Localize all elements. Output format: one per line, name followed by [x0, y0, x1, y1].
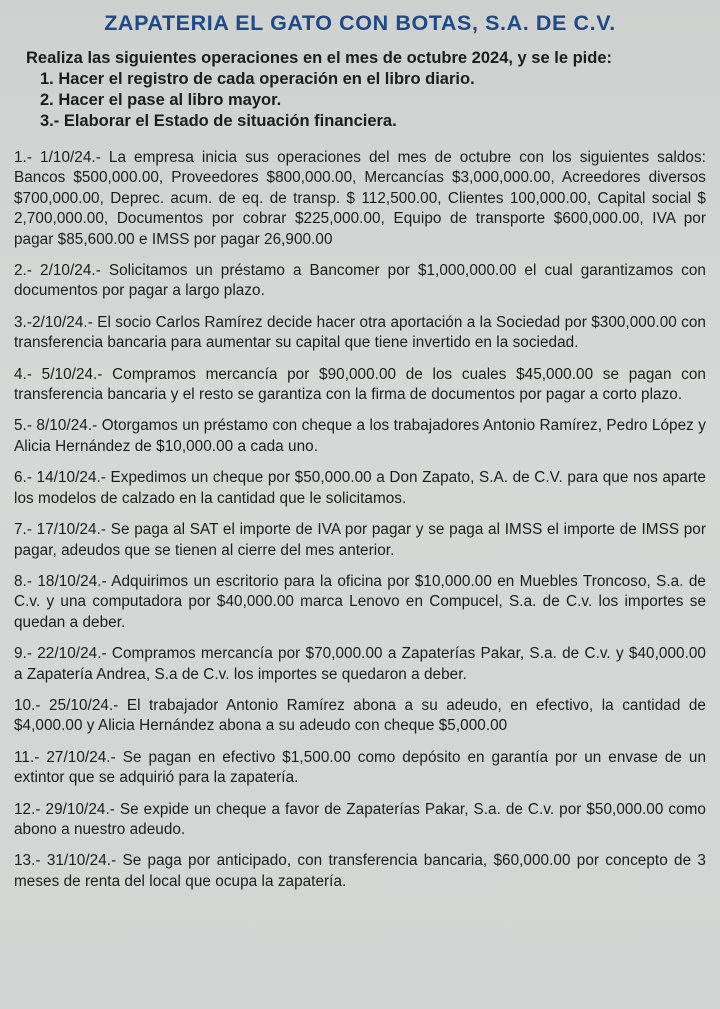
operation-item: 5.- 8/10/24.- Otorgamos un préstamo con cheque a los trabajadores Antonio Ramírez, Pedro López y Alicia Hernández de $10,000.00 a cada uno. — [14, 417, 706, 455]
task-item: 2. Hacer el pase al libro mayor. — [40, 91, 282, 109]
operation-item: 6.- 14/10/24.- Expedimos un cheque por $50,000.00 a Don Zapato, S.A. de C.V. para que nos aparte los modelos de calzado en la cantidad que le solicitamos. — [14, 469, 706, 507]
instructions-intro: Realiza las siguientes operaciones en el mes de octubre 2024, y se le pide: — [26, 49, 612, 67]
operation-item: 1.- 1/10/24.- La empresa inicia sus operaciones del mes de octubre con los siguientes saldos: Bancos $500,000.00, Proveedores $800,000.00, Mercancías $3,000,000.00, Acreedores diversos $700,000.00, Deprec. acum. de eq. de transp. $ 112,500.00, Clientes 100,000.00, Capital social $ 2,700,000.00, Documentos por cobrar $225,000.00, Equipo de transporte $600,000.00, IVA por pagar $85,600.00 e IMSS por pagar 26,900.00 — [14, 149, 706, 248]
operation-item: 8.- 18/10/24.- Adquirimos un escritorio para la oficina por $10,000.00 en Muebles Troncoso, S.a. de C.v. y una computadora por $40,000.00 marca Lenovo en Compucel, S.a. de C.v. los importes se quedan a deber. — [14, 572, 706, 631]
operation-item: 10.- 25/10/24.- El trabajador Antonio Ramírez abona a su adeudo, en efectivo, la cantidad de $4,000.00 y Alicia Hernández abona a su adeudo con cheque $5,000.00 — [14, 696, 706, 735]
operation-item: 11.- 27/10/24.- Se pagan en efectivo $1,500.00 como depósito en garantía por un envase de un extintor que se adquirió para la zapatería. — [14, 748, 706, 787]
operation-item: 9.- 22/10/24.- Compramos mercancía por $70,000.00 a Zapaterías Pakar, S.a. de C.v. y $40,000.00 a Zapatería Andrea, S.a de C.v. los importes se quedaron a deber. — [14, 645, 706, 683]
operation-item: 13.- 31/10/24.- Se paga por anticipado, con transferencia bancaria, $60,000.00 por concepto de 3 meses de renta del local que ocupa la zapatería. — [14, 852, 706, 890]
operations-list — [14, 148, 706, 892]
operation-item: 2.- 2/10/24.- Solicitamos un préstamo a Bancomer por $1,000,000.00 el cual garantizamos con documentos por pagar a largo plazo. — [14, 262, 706, 300]
task-item: 1. Hacer el registro de cada operación en el libro diario. — [40, 70, 475, 88]
operation-item: 3.-2/10/24.- El socio Carlos Ramírez decide hacer otra aportación a la Sociedad por $300,000.00 con transferencia bancaria para aumentar su capital que tiene invertido en la sociedad. — [14, 313, 706, 352]
task-item: 3.- Elaborar el Estado de situación financiera. — [40, 112, 397, 130]
operation-item: 12.- 29/10/24.- Se expide un cheque a favor de Zapaterías Pakar, S.a. de C.v. por $50,000.00 como abono a nuestro adeudo. — [14, 800, 706, 838]
operation-item: 7.- 17/10/24.- Se paga al SAT el importe de IVA por pagar y se paga al IMSS el importe de IMSS por pagar, adeudos que se tienen al cierre del mes anterior. — [14, 521, 706, 559]
operation-item: 4.- 5/10/24.- Compramos mercancía por $90,000.00 de los cuales $45,000.00 se pagan con transferencia bancaria y el resto se garantiza con la firma de documentos por pagar a corto plazo. — [14, 365, 706, 404]
instructions-block — [14, 48, 706, 132]
document-title: ZAPATERIA EL GATO CON BOTAS, S.A. DE C.V. — [104, 11, 616, 35]
